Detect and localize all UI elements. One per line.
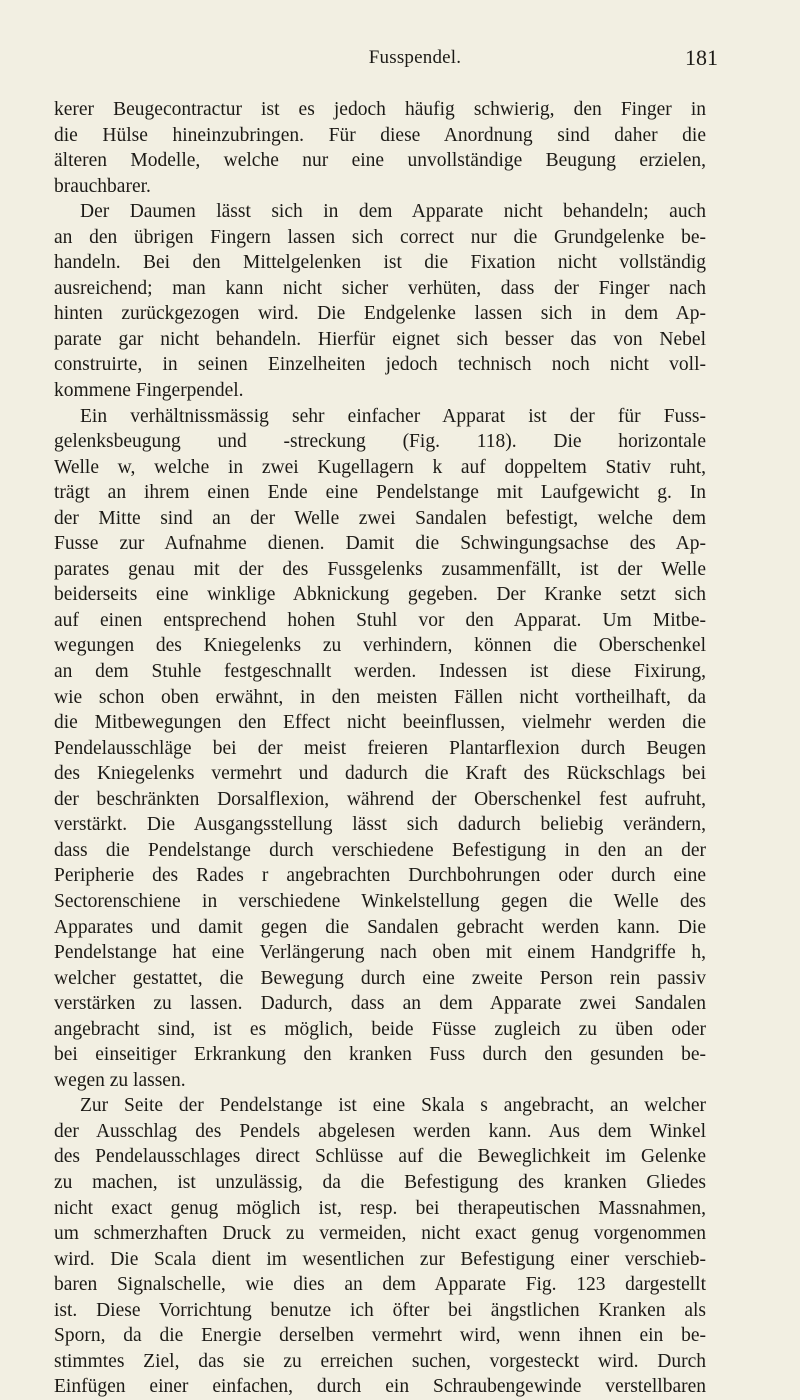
text-line: auf einen entsprechend hohen Stuhl vor den Apparat. Um Mitbe-: [54, 609, 706, 631]
text-line: wird. Die Scala dient im wesentlichen zur Befestigung einer verschieb-: [54, 1248, 706, 1270]
text-line: Fusse zur Aufnahme dienen. Damit die Schwingungsachse des Ap-: [54, 533, 706, 555]
text-line: baren Signalschelle, wie dies an dem Apparate Fig. 123 dargestellt: [54, 1274, 706, 1296]
text-line: hinten zurückgezogen wird. Die Endgelenke lassen sich in dem Ap-: [54, 303, 706, 325]
text-line: Peripherie des Rades r angebrachten Durchbohrungen oder durch eine: [54, 865, 706, 887]
text-line: gelenksbeugung und -streckung (Fig. 118). Die horizontale: [54, 431, 706, 453]
text-line: bei einseitiger Erkrankung den kranken Fuss durch den gesunden be-: [54, 1044, 706, 1066]
text-line: der Ausschlag des Pendels abgelesen werden kann. Aus dem Winkel: [54, 1120, 706, 1142]
text-line: Ein verhältnissmässig sehr einfacher Apparat ist der für Fuss-: [80, 405, 706, 427]
text-line: Einfügen einer einfachen, durch ein Schraubengewinde verstellbaren: [54, 1376, 706, 1398]
text-line: der beschränkten Dorsalflexion, während der Oberschenkel fest aufruht,: [54, 788, 706, 810]
text-line: trägt an ihrem einen Ende eine Pendelstange mit Laufgewicht g. In: [54, 482, 706, 504]
text-line: verstärken zu lassen. Dadurch, dass an dem Apparate zwei Sandalen: [54, 993, 706, 1015]
page-number: 181: [685, 45, 718, 70]
text-line: parates genau mit der des Fussgelenks zusammenfällt, ist der Welle: [54, 558, 706, 580]
text-line: verstärkt. Die Ausgangsstellung lässt sich dadurch beliebig verändern,: [54, 814, 706, 836]
text-line: Sectorenschiene in verschiedene Winkelstellung gegen die Welle des: [54, 890, 706, 912]
text-line: an den übrigen Fingern lassen sich correct nur die Grundgelenke be-: [54, 226, 706, 248]
text-line: kommene Fingerpendel.: [54, 380, 244, 402]
text-line: brauchbarer.: [54, 175, 151, 197]
text-line: nicht exact genug möglich ist, resp. bei therapeutischen Massnahmen,: [54, 1197, 706, 1219]
text-line: zu machen, ist unzulässig, da die Befestigung des kranken Gliedes: [54, 1171, 706, 1193]
text-line: wegungen des Kniegelenks zu verhindern, können die Oberschenkel: [54, 635, 706, 657]
body-text: [54, 97, 706, 1400]
text-line: welcher gestattet, die Bewegung durch eine zweite Person rein passiv: [54, 967, 706, 989]
text-line: parate gar nicht behandeln. Hierfür eignet sich besser das von Nebel: [54, 328, 706, 350]
text-line: Apparates und damit gegen die Sandalen gebracht werden kann. Die: [54, 916, 706, 938]
text-line: Pendelausschläge bei der meist freieren Plantarflexion durch Beugen: [54, 737, 706, 759]
text-line: stimmtes Ziel, das sie zu erreichen suchen, vorgesteckt wird. Durch: [54, 1350, 706, 1372]
text-line: Der Daumen lässt sich in dem Apparate nicht behandeln; auch: [80, 201, 706, 223]
text-line: an dem Stuhle festgeschnallt werden. Indessen ist diese Fixirung,: [54, 661, 706, 683]
text-line: Pendelstange hat eine Verlängerung nach oben mit einem Handgriffe h,: [54, 942, 706, 964]
text-line: handeln. Bei den Mittelgelenken ist die Fixation nicht vollständig: [54, 252, 706, 274]
text-line: die Hülse hineinzubringen. Für diese Anordnung sind daher die: [54, 124, 706, 146]
running-title: Fusspendel.: [368, 47, 462, 68]
text-line: ausreichend; man kann nicht sicher verhüten, dass der Finger nach: [54, 277, 706, 299]
text-line: angebracht sind, ist es möglich, beide Füsse zugleich zu üben oder: [54, 1018, 706, 1040]
text-line: des Pendelausschlages direct Schlüsse auf die Beweglichkeit im Gelenke: [54, 1146, 706, 1168]
text-line: Sporn, da die Energie derselben vermehrt wird, wenn ihnen ein be-: [54, 1325, 706, 1347]
text-line: um schmerzhaften Druck zu vermeiden, nicht exact genug vorgenommen: [54, 1223, 706, 1245]
text-line: construirte, in seinen Einzelheiten jedoch technisch noch nicht voll-: [54, 354, 706, 376]
text-line: die Mitbewegungen den Effect nicht beeinflussen, vielmehr werden die: [54, 712, 706, 734]
text-line: Welle w, welche in zwei Kugellagern k auf doppeltem Stativ ruht,: [54, 456, 706, 478]
text-line: dass die Pendelstange durch verschiedene Befestigung in den an der: [54, 839, 706, 861]
running-header: [112, 44, 718, 70]
text-line: wie schon oben erwähnt, in den meisten Fällen nicht vortheilhaft, da: [54, 686, 706, 708]
text-line: ist. Diese Vorrichtung benutze ich öfter bei ängstlichen Kranken als: [54, 1299, 706, 1321]
text-line: der Mitte sind an der Welle zwei Sandalen befestigt, welche dem: [54, 507, 706, 529]
text-line: Zur Seite der Pendelstange ist eine Skala s angebracht, an welcher: [80, 1095, 706, 1117]
text-line: wegen zu lassen.: [54, 1069, 186, 1091]
text-line: älteren Modelle, welche nur eine unvollständige Beugung erzielen,: [54, 150, 706, 172]
text-line: beiderseits eine winklige Abknickung gegeben. Der Kranke setzt sich: [54, 584, 706, 606]
text-line: kerer Beugecontractur ist es jedoch häufig schwierig, den Finger in: [54, 99, 706, 120]
text-line: des Kniegelenks vermehrt und dadurch die Kraft des Rückschlags bei: [54, 763, 706, 785]
